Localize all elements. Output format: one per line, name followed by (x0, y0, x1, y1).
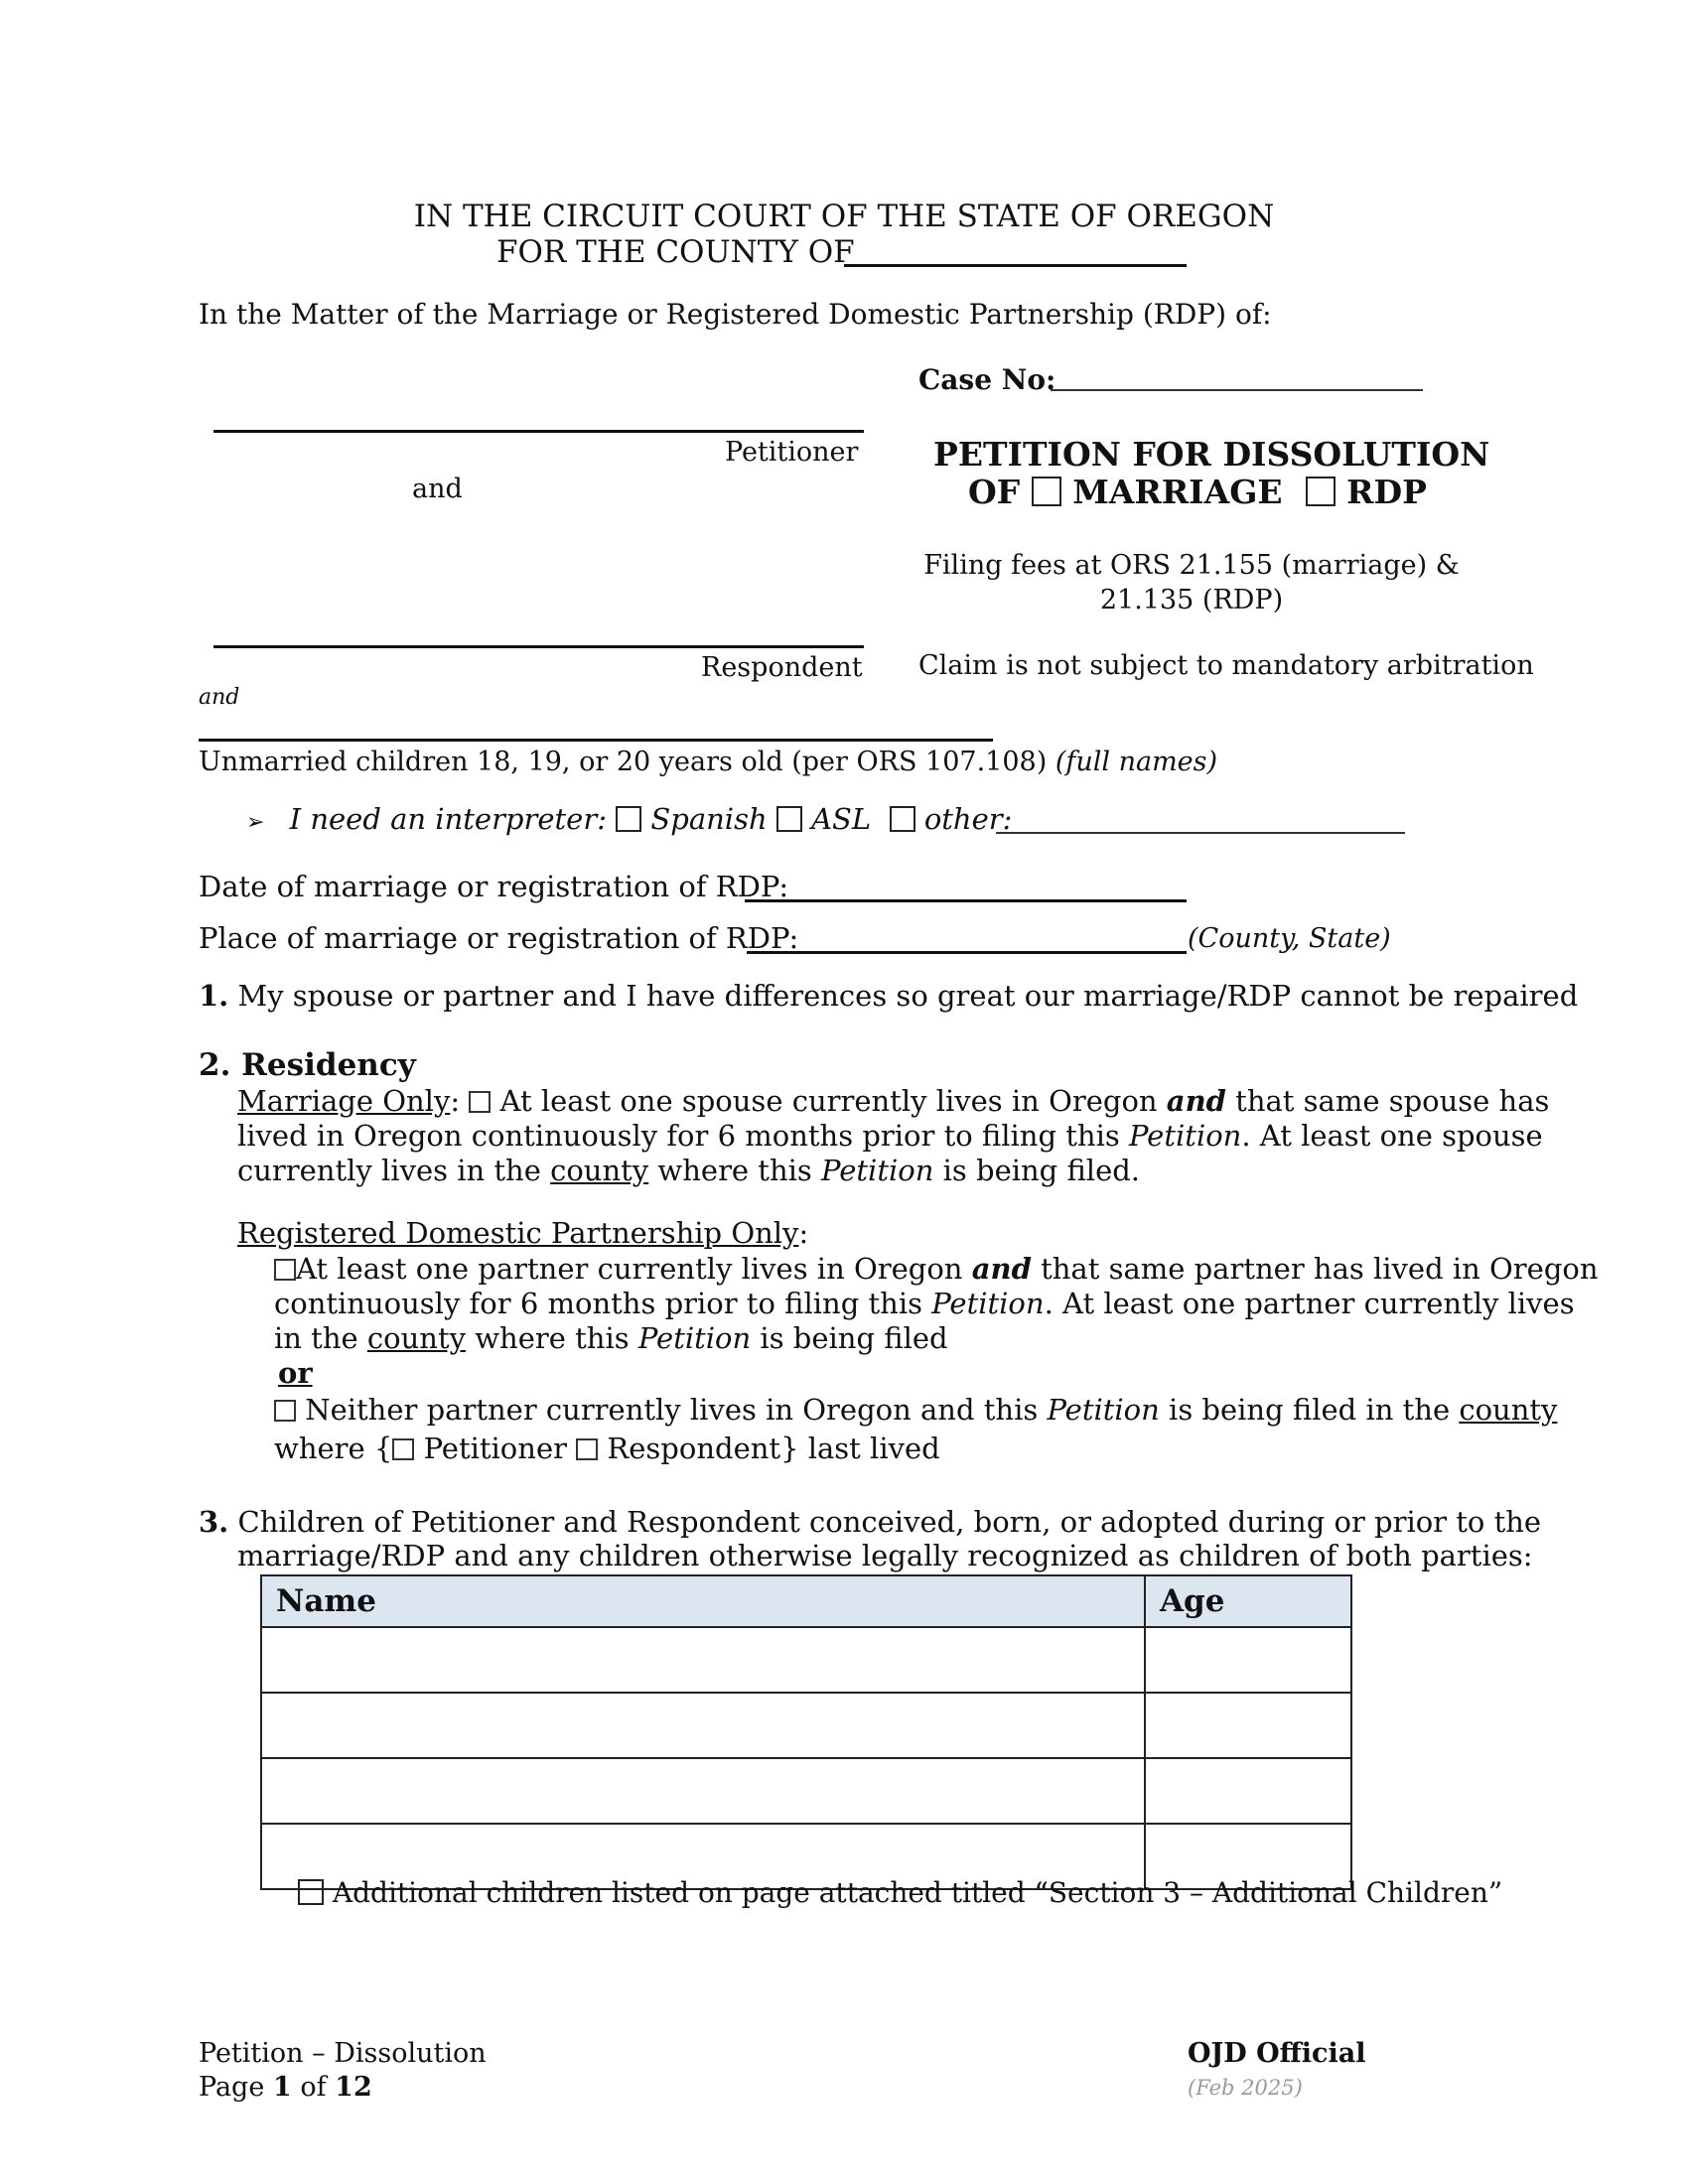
ojd-official: OJD Official (1188, 2038, 1366, 2069)
neither-line-1 (274, 1393, 1558, 1428)
fees-line-2: 21.135 (RDP) (1099, 585, 1284, 615)
neither-line-2 (274, 1432, 1505, 1466)
last-lived-respondent-checkbox[interactable] (576, 1438, 598, 1460)
section-1-text: My spouse or partner and I have differences so great our marriage/RDP cannot be repaired (237, 979, 1579, 1013)
section-3-line-2: marriage/RDP and any children otherwise legally recognized as children of both parties: (237, 1539, 1533, 1572)
title-of: OF (968, 473, 1021, 511)
n-respondent: Respondent (607, 1432, 781, 1465)
m-petition: Petition (1128, 1119, 1242, 1153)
m-petition-2: Petition (821, 1154, 934, 1187)
court-line-1: IN THE CIRCUIT COURT OF THE STATE OF OREGON (413, 199, 1275, 234)
place-suffix: (County, State) (1188, 923, 1391, 954)
rdp-line-1 (274, 1252, 1599, 1287)
page-of: of (300, 2072, 327, 2103)
r-line-3b: where this (475, 1321, 630, 1355)
marriage-only-line-3 (237, 1154, 1498, 1188)
title-rdp: RDP (1346, 473, 1427, 511)
case-no-label: Case No: (918, 363, 1056, 396)
rdp-only-label: Registered Domestic Partnership Only (237, 1216, 799, 1250)
neither-checkbox[interactable] (274, 1400, 296, 1422)
table-row (261, 1627, 1351, 1693)
m-text-1: At least one spouse currently lives in Oregon (499, 1084, 1158, 1118)
interpreter-label: I need an interpreter: (289, 802, 607, 836)
petition-title-line-1: PETITION FOR DISSOLUTION (933, 435, 1490, 474)
m-line-3b: where this (657, 1154, 812, 1187)
other-language-field[interactable] (996, 832, 1405, 834)
r-line-2a: continuously for 6 months prior to filing this (274, 1287, 922, 1320)
page-num: 1 (272, 2072, 292, 2103)
section-3-text-1: Children of Petitioner and Respondent conceived, born, or adopted during or prior to the (237, 1505, 1542, 1539)
section-2-heading (199, 1047, 416, 1083)
m-line-2b: . At least one spouse (1241, 1119, 1543, 1153)
children-table (260, 1574, 1352, 1890)
and-label: and (412, 474, 463, 504)
child-age-cell[interactable] (1145, 1693, 1351, 1758)
additional-children-text: Additional children listed on page attached titled “Section 3 – Additional Children” (332, 1876, 1503, 1909)
col-age-header: Age (1145, 1575, 1351, 1627)
r-petition-2: Petition (637, 1321, 752, 1355)
marriage-only-line-2 (237, 1119, 1543, 1154)
m-line-3c: is being filed. (942, 1154, 1141, 1187)
asl-checkbox[interactable] (776, 806, 802, 832)
n-line-2a: where { (274, 1432, 393, 1465)
r-line-3a: in the (274, 1321, 358, 1355)
n-text-2: is being filed in the (1169, 1393, 1451, 1427)
rdp-only-block (274, 1252, 1599, 1466)
m-text-2: that same spouse has (1235, 1084, 1550, 1118)
r-and: and (971, 1252, 1032, 1286)
section-3-line-1 (199, 1505, 1541, 1539)
marriage-only-block (237, 1084, 1550, 1188)
rdp-only-label-row: Registered Domestic Partnership Only: (237, 1216, 809, 1250)
r-county: county (366, 1321, 466, 1355)
petition-title-line-2 (968, 473, 1427, 511)
table-row (261, 1758, 1351, 1824)
respondent-label: Respondent (701, 652, 863, 683)
footer-right (1188, 2037, 1366, 2105)
county-field[interactable] (844, 264, 1187, 267)
child-age-cell[interactable] (1145, 1758, 1351, 1824)
section-3-num: 3. (199, 1505, 229, 1539)
spanish-checkbox[interactable] (616, 806, 641, 832)
rdp-line-2 (274, 1287, 1575, 1321)
rdp-line-3 (274, 1321, 1505, 1356)
petitioner-label: Petitioner (725, 437, 859, 468)
child-name-cell[interactable] (261, 1758, 1145, 1824)
additional-children (298, 1876, 1502, 1909)
r-text-2: that same partner has lived in Oregon (1041, 1252, 1599, 1286)
col-name-header: Name (261, 1575, 1145, 1627)
date-field[interactable] (745, 899, 1187, 902)
other-label: other: (923, 802, 1013, 836)
place-label: Place of marriage or registration of RDP: (199, 921, 799, 955)
arbitration-note: Claim is not subject to mandatory arbitration (918, 650, 1534, 681)
r-petition: Petition (931, 1287, 1045, 1320)
children-names-field[interactable] (199, 739, 993, 742)
n-county: county (1459, 1393, 1558, 1427)
case-no-field[interactable] (1051, 389, 1423, 391)
footer-form-name: Petition – Dissolution (199, 2038, 487, 2069)
section-3 (199, 1505, 1541, 1572)
page-prefix: Page (199, 2072, 265, 2103)
section-2-title: Residency (241, 1047, 416, 1083)
or-label: or (278, 1356, 313, 1390)
fees-line-1: Filing fees at ORS 21.155 (marriage) & (923, 550, 1460, 581)
and-italic-label: and (199, 685, 240, 710)
county-label: FOR THE COUNTY OF (496, 234, 855, 270)
spanish-label: Spanish (650, 802, 768, 836)
bullet-icon: ➢ (246, 810, 265, 835)
rdp-residency-checkbox[interactable] (274, 1259, 296, 1281)
m-county: county (550, 1154, 649, 1187)
table-row (261, 1693, 1351, 1758)
n-text-1: Neither partner currently lives in Oregon and this (305, 1393, 1039, 1427)
marriage-only-line-1: Marriage Only: At least one spouse currently lives in Oregon and that same spouse has (237, 1084, 1550, 1118)
place-field[interactable] (747, 951, 1187, 954)
filing-fees (894, 548, 1489, 617)
section-1-num: 1. (199, 979, 229, 1013)
m-and: and (1166, 1084, 1226, 1118)
footer-page (199, 2071, 487, 2105)
n-line-2b: } last lived (780, 1432, 940, 1465)
r-line-3c: is being filed (760, 1321, 948, 1355)
title-marriage: MARRIAGE (1072, 473, 1283, 511)
footer-left (199, 2037, 487, 2105)
children-table-wrap (260, 1574, 1352, 1890)
r-line-2b: . At least one partner currently lives (1044, 1287, 1575, 1320)
m-line-3a: currently lives in the (237, 1154, 541, 1187)
child-name-cell[interactable] (261, 1693, 1145, 1758)
n-petition: Petition (1047, 1393, 1160, 1427)
interpreter-line (246, 802, 1012, 836)
section-2-num: 2. (199, 1047, 231, 1083)
additional-children-checkbox[interactable] (298, 1879, 324, 1905)
marriage-only-label: Marriage Only (237, 1084, 451, 1118)
rdp-or (274, 1356, 1505, 1391)
table-header-row (261, 1575, 1351, 1627)
asl-label: ASL (811, 802, 872, 836)
child-name-cell[interactable] (261, 1627, 1145, 1693)
children-label-italic: (full names) (1055, 747, 1218, 777)
marriage-checkbox[interactable] (1032, 477, 1061, 506)
children-label-text: Unmarried children 18, 19, or 20 years old (per ORS 107.108) (199, 747, 1048, 777)
footer-date: (Feb 2025) (1188, 2076, 1303, 2100)
m-line-2a: lived in Oregon continuously for 6 months prior to filing this (237, 1119, 1120, 1153)
section-1 (199, 979, 1578, 1013)
petitioner-name-field[interactable] (213, 430, 864, 433)
county-line (496, 234, 855, 270)
child-age-cell[interactable] (1145, 1627, 1351, 1693)
matter-line: In the Matter of the Marriage or Registered Domestic Partnership (RDP) of: (199, 298, 1272, 331)
last-lived-petitioner-checkbox[interactable] (392, 1438, 414, 1460)
n-petitioner: Petitioner (423, 1432, 567, 1465)
rdp-checkbox[interactable] (1306, 477, 1336, 506)
court-header (0, 199, 1688, 234)
marriage-residency-checkbox[interactable] (469, 1091, 491, 1113)
other-checkbox[interactable] (890, 806, 915, 832)
page-total: 12 (335, 2072, 372, 2103)
date-label: Date of marriage or registration of RDP: (199, 870, 789, 903)
respondent-name-field[interactable] (213, 645, 864, 648)
r-text-1: At least one partner currently lives in Oregon (296, 1252, 963, 1286)
children-label (199, 747, 1217, 777)
